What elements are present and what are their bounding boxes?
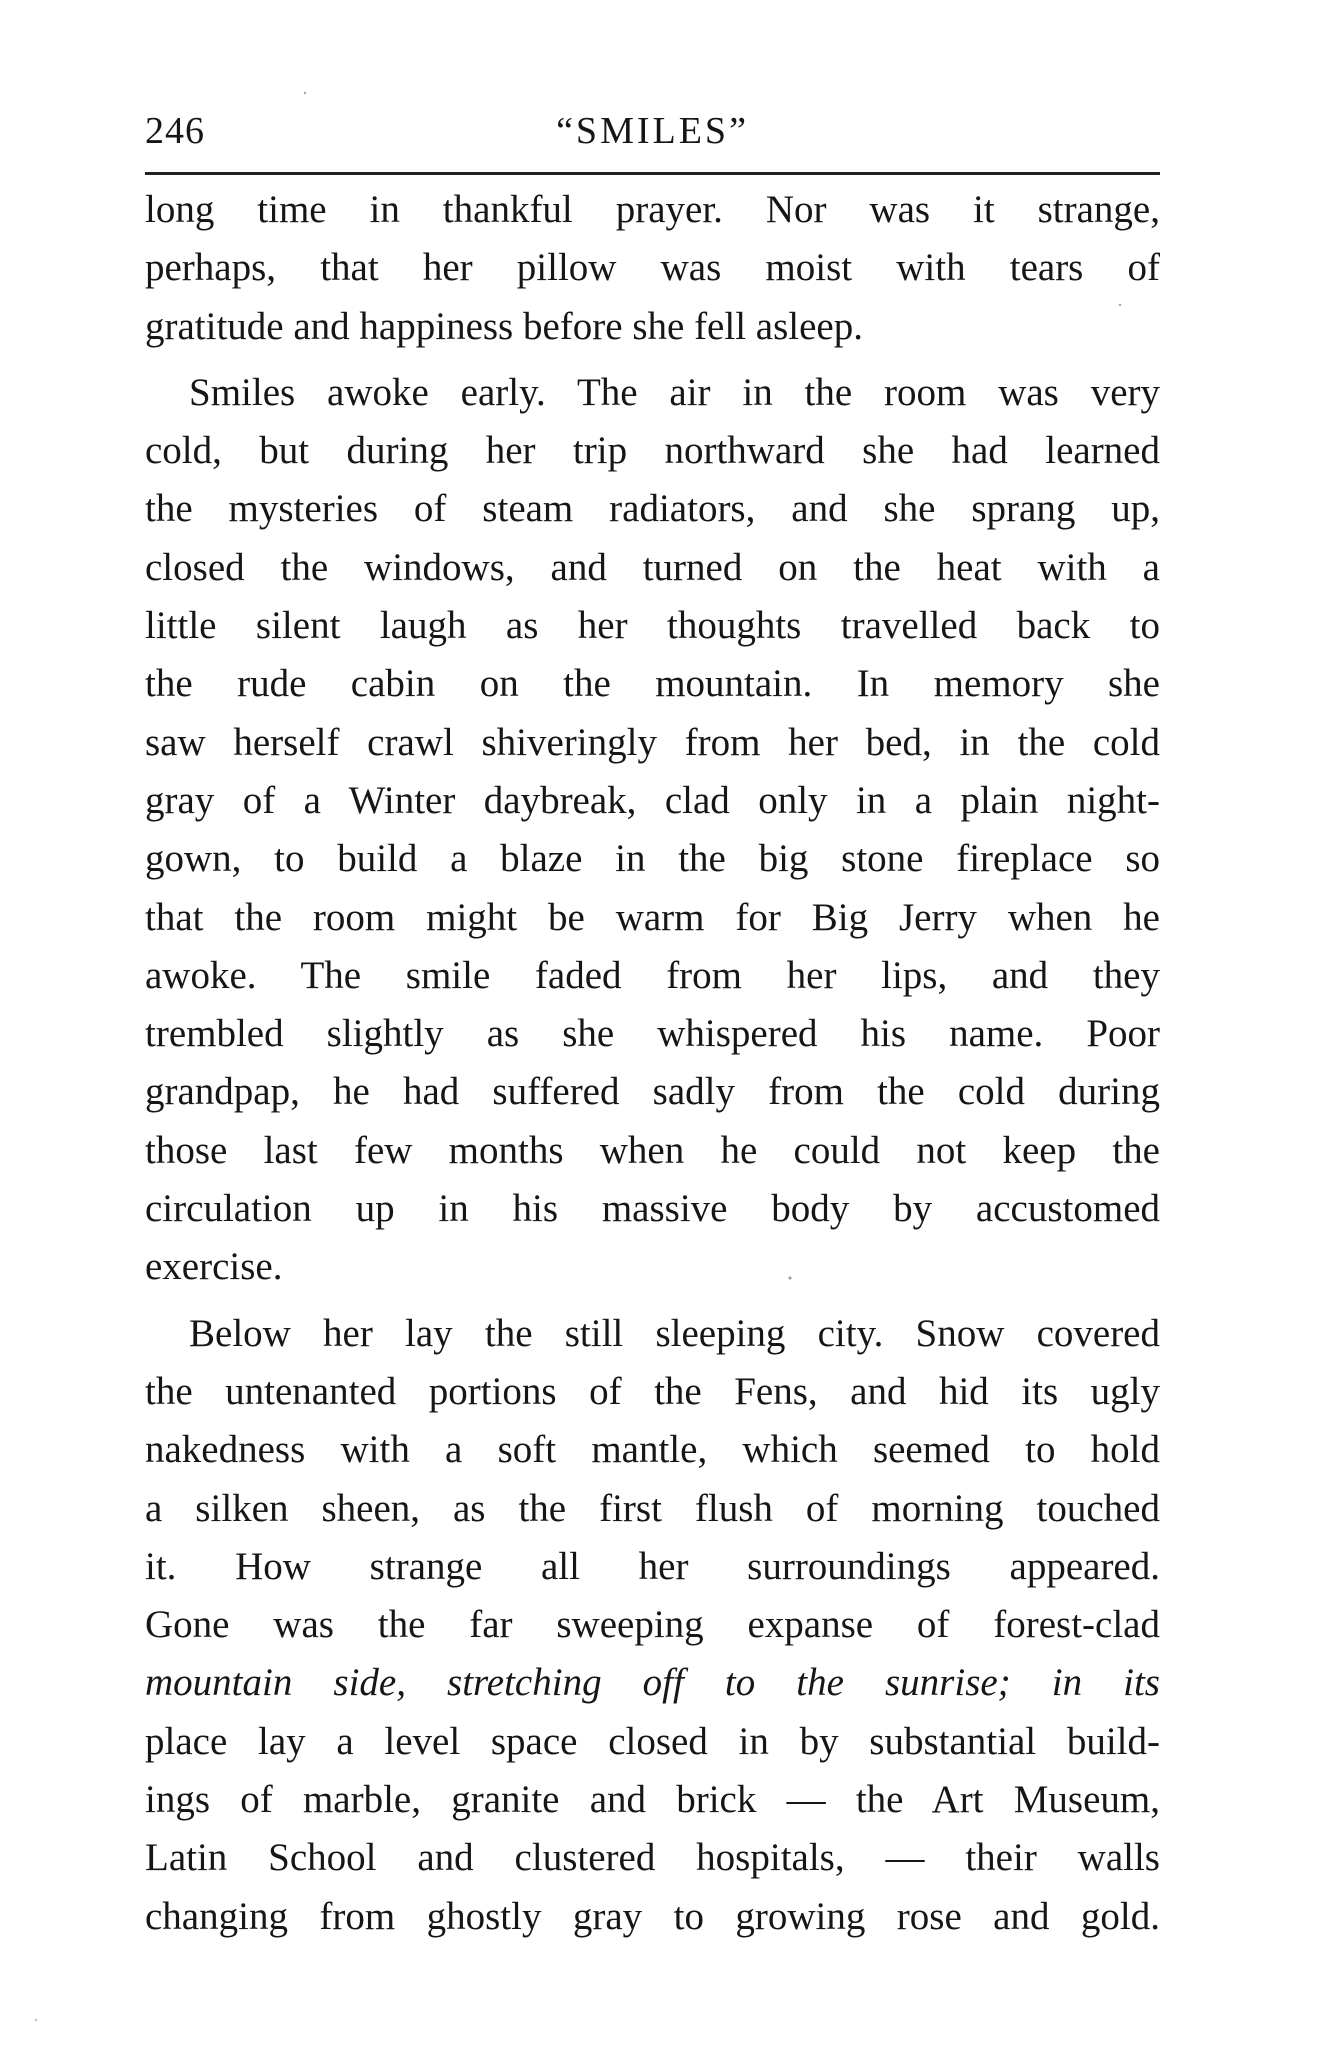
text-line: the mysteries of steam radiators, and she sprang up, xyxy=(145,487,1160,531)
text-line: changing from ghostly gray to growing rose and gold. xyxy=(145,1894,1160,1938)
page-number: 246 xyxy=(145,110,205,152)
text-line: those last few months when he could not keep the xyxy=(145,1128,1160,1172)
speck xyxy=(35,2019,37,2021)
text-line: Gone was the far sweeping expanse of forest-clad xyxy=(145,1603,1160,1647)
text-line: gray of a Winter daybreak, clad only in a plain night- xyxy=(145,778,1160,822)
text-line: Below her lay the still sleeping city. Snow covered xyxy=(189,1311,1160,1355)
text-line: the rude cabin on the mountain. In memory she xyxy=(145,662,1160,706)
paragraph-3 xyxy=(145,1305,1160,1946)
text-line: Latin School and clustered hospitals, — their walls xyxy=(145,1836,1160,1880)
running-title: “SMILES” xyxy=(556,110,749,152)
text-line: cold, but during her trip northward she had learned xyxy=(145,429,1160,473)
text-line: perhaps, that her pillow was moist with tears of xyxy=(145,246,1160,290)
paragraph-1 xyxy=(145,181,1160,356)
text-line: the untenanted portions of the Fens, and hid its ugly xyxy=(145,1369,1160,1413)
text-line: that the room might be warm for Big Jerry when he xyxy=(145,895,1160,939)
text-line: little silent laugh as her thoughts travelled back to xyxy=(145,604,1160,648)
text-line: circulation up in his massive body by accustomed xyxy=(145,1187,1160,1231)
text-line: gown, to build a blaze in the big stone fireplace so xyxy=(145,837,1160,881)
text-line: place lay a level space closed in by substantial build- xyxy=(145,1719,1160,1763)
text-line: saw herself crawl shiveringly from her bed, in the cold xyxy=(145,720,1160,764)
header-rule xyxy=(145,172,1160,175)
text-line: mountain side, stretching off to the sunrise; in its xyxy=(145,1661,1160,1705)
running-head xyxy=(145,100,1160,162)
text-line: closed the windows, and turned on the heat with a xyxy=(145,545,1160,589)
body-text xyxy=(145,181,1160,1946)
text-line: long time in thankful prayer. Nor was it strange, xyxy=(145,188,1160,231)
text-line: a silken sheen, as the first flush of morning touched xyxy=(145,1486,1160,1530)
text-line: nakedness with a soft mantle, which seemed to hold xyxy=(145,1428,1160,1472)
text-line: gratitude and happiness before she fell asleep. xyxy=(145,304,863,348)
text-line: it. How strange all her surroundings appeared. xyxy=(145,1544,1160,1588)
text-line: Smiles awoke early. The air in the room was very xyxy=(189,370,1160,414)
text-line: grandpap, he had suffered sadly from the cold during xyxy=(145,1070,1160,1114)
speck xyxy=(304,92,306,94)
text-line: exercise. xyxy=(145,1245,283,1289)
book-page xyxy=(145,100,1160,1946)
text-line: awoke. The smile faded from her lips, and they xyxy=(145,953,1160,997)
paragraph-2 xyxy=(145,364,1160,1297)
text-line: ings of marble, granite and brick — the Art Museum, xyxy=(145,1778,1160,1822)
text-line: trembled slightly as she whispered his name. Poor xyxy=(145,1012,1160,1056)
